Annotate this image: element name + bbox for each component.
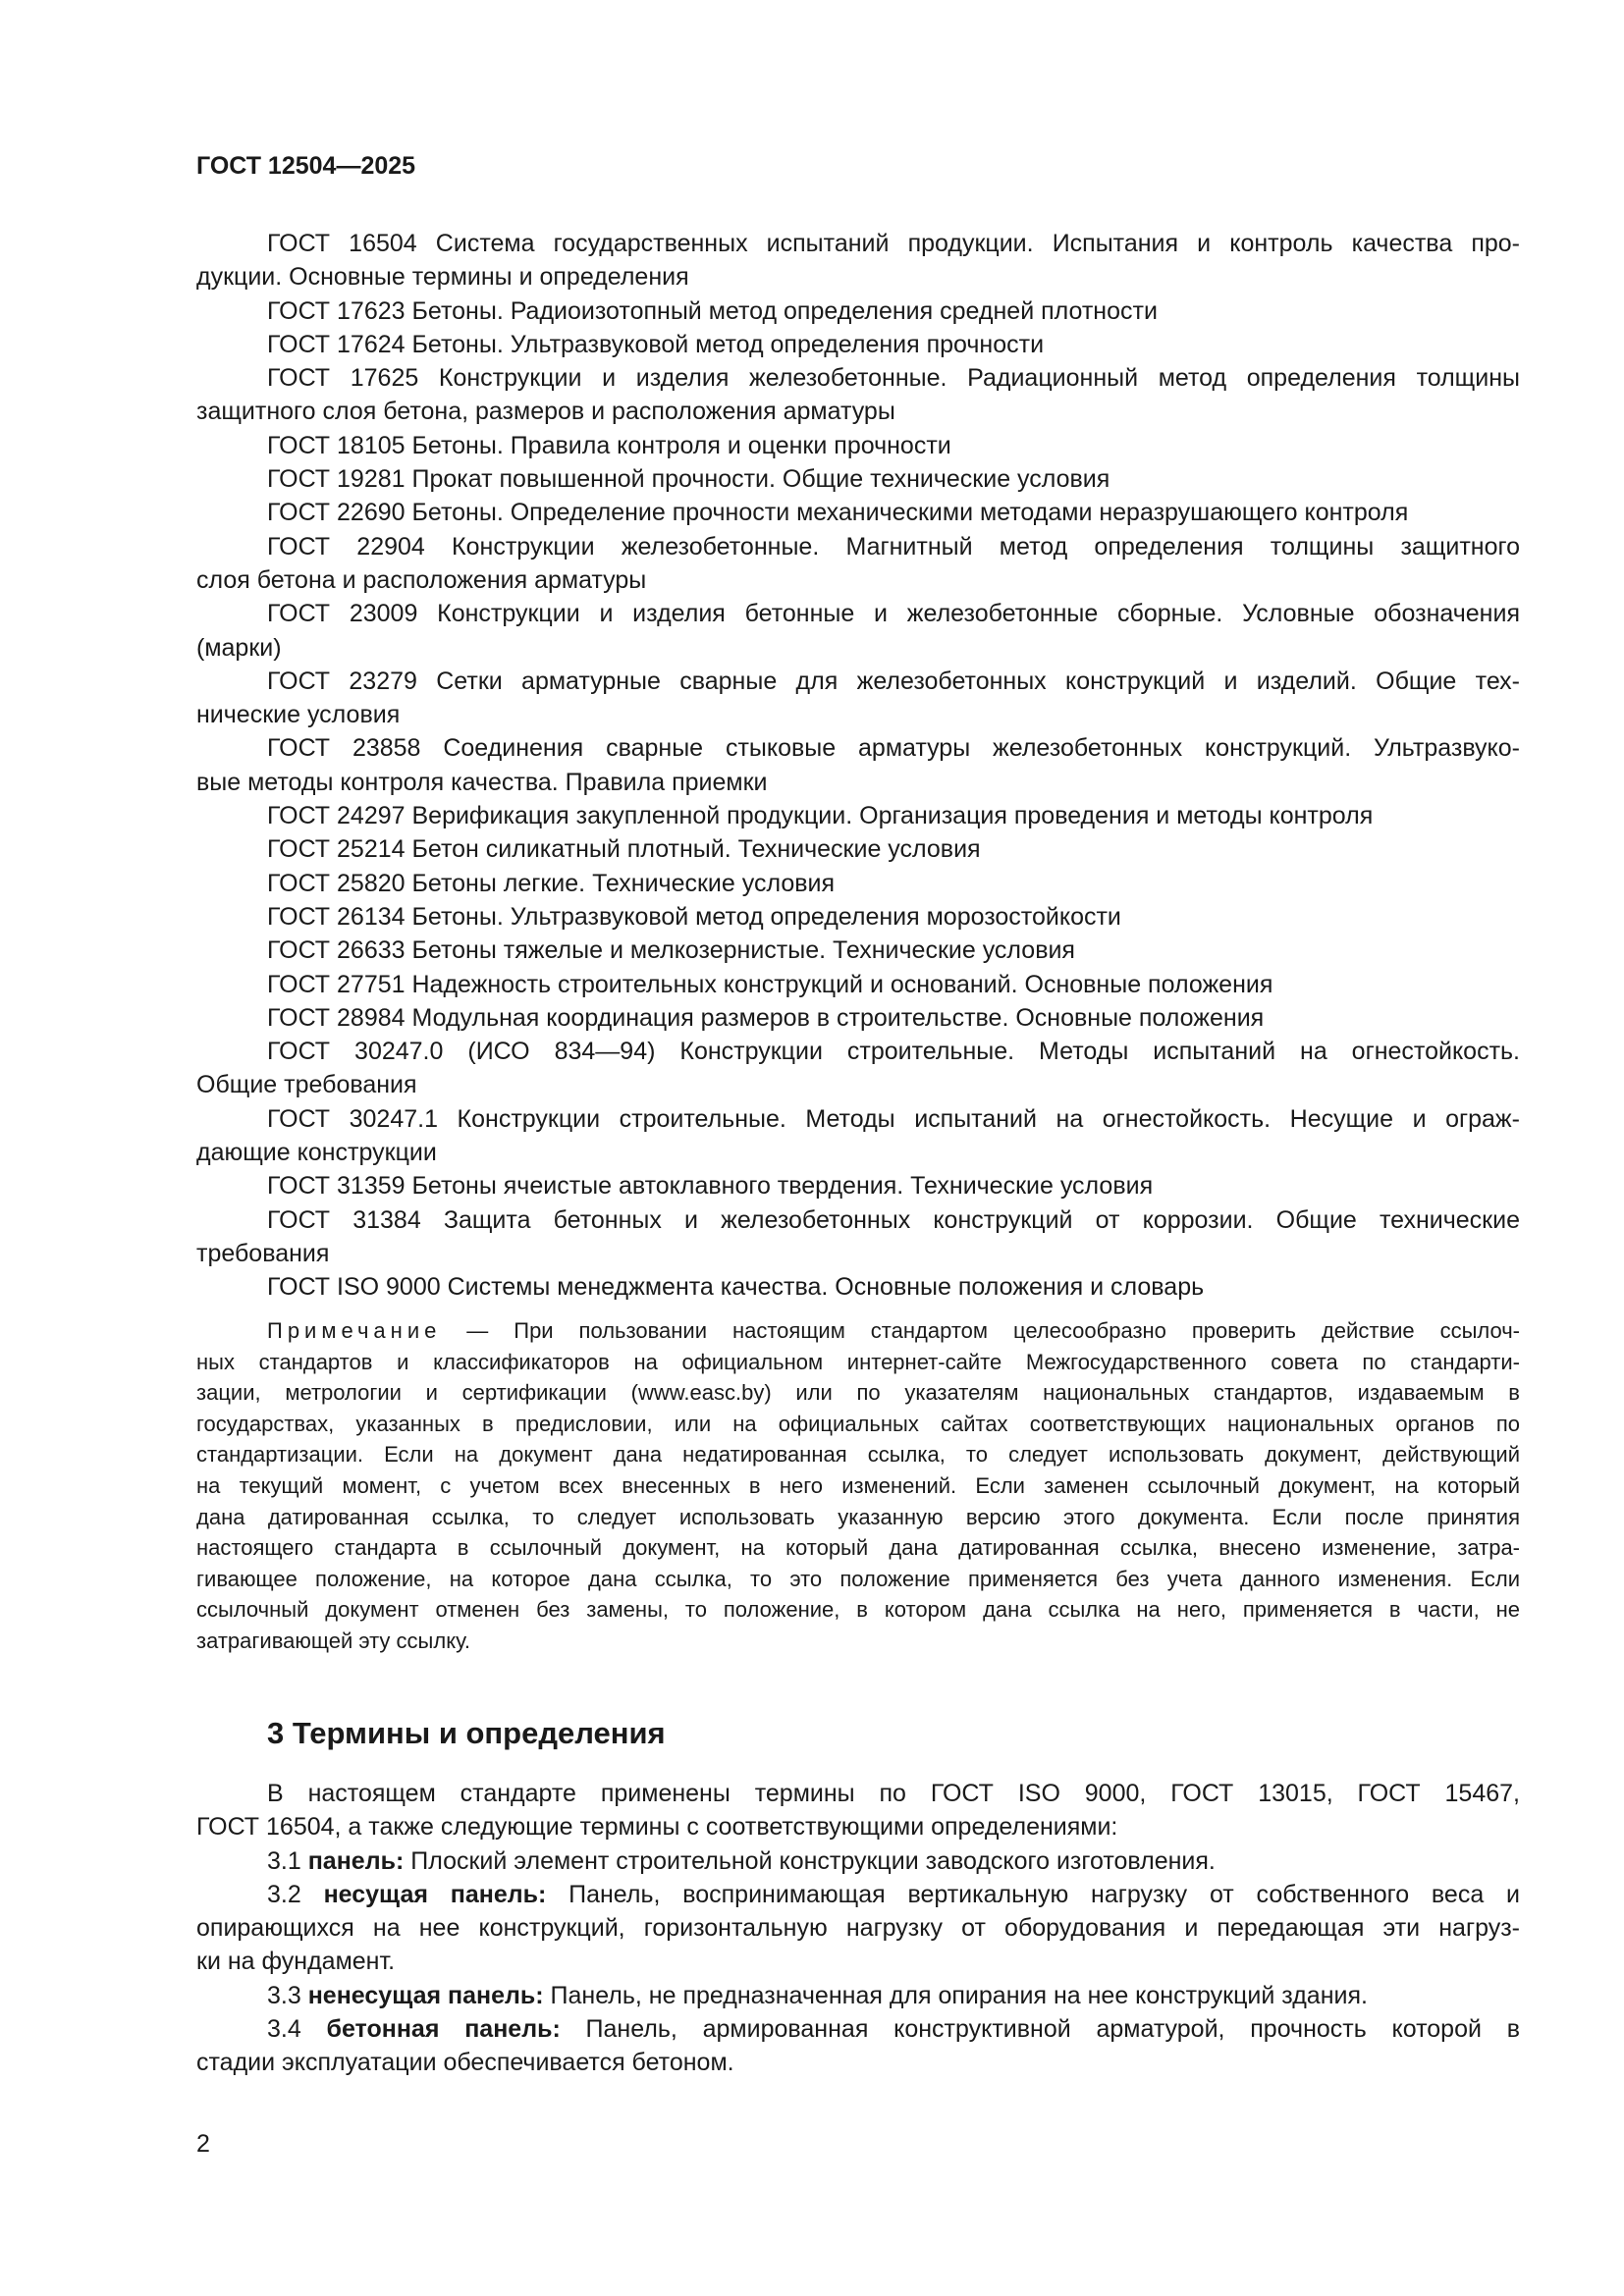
reference-item: [196, 968, 1520, 1001]
term-line: [196, 1979, 1520, 2012]
reference-item: [196, 1035, 1520, 1102]
note-line: ссылочный документ отменен без замены, то положение, в котором дана ссылка на него, применяется в части, не: [196, 1597, 1520, 1623]
reference-item: [196, 496, 1520, 529]
reference-line: ГОСТ 30247.0 (ИСО 834—94) Конструкции строительные. Методы испытаний на огнестойкость.: [267, 1038, 1520, 1066]
reference-line: ГОСТ 28984 Модульная координация размеров в строительстве. Основные положения: [267, 1003, 1265, 1032]
term-number: 3.4: [267, 2015, 327, 2044]
reference-item: [196, 900, 1520, 934]
reference-line: ГОСТ 27751 Надежность строительных конструкций и оснований. Основные положения: [267, 970, 1273, 998]
normative-references-list: [196, 227, 1520, 1305]
reference-line: защитного слоя бетона, размеров и расположения арматуры: [196, 398, 895, 426]
term-definition: [196, 1844, 1520, 1878]
note-line: гивающее положение, на которое дана ссылка, то это положение применяется без учета данного изменения. Если: [196, 1566, 1520, 1591]
reference-line: ГОСТ 18105 Бетоны. Правила контроля и оценки прочности: [267, 431, 951, 459]
term-text: Панель, воспринимающая вертикальную нагрузку от собственного веса и: [546, 1880, 1520, 1908]
reference-line: ГОСТ 17624 Бетоны. Ультразвуковой метод определения прочности: [267, 330, 1045, 358]
reference-line: (марки): [196, 633, 282, 662]
term-name: несущая панель:: [323, 1880, 547, 1908]
reference-line: Общие требования: [196, 1071, 417, 1099]
intro-paragraph: [196, 1777, 1520, 1844]
reference-line: ГОСТ 26134 Бетоны. Ультразвуковой метод определения морозостойкости: [267, 902, 1121, 931]
reference-item: [196, 934, 1520, 967]
term-line: опирающихся на нее конструкций, горизонтальную нагрузку от оборудования и передающая эти нагруз-: [196, 1914, 1520, 1943]
intro-line: В настоящем стандарте применены термины по ГОСТ ISO 9000, ГОСТ 13015, ГОСТ 15467,: [267, 1780, 1520, 1807]
reference-item: [196, 227, 1520, 294]
reference-line: ГОСТ 31359 Бетоны ячеистые автоклавного твердения. Технические условия: [267, 1172, 1154, 1201]
reference-item: [196, 1169, 1520, 1202]
note-line: затрагивающей эту ссылку.: [196, 1628, 470, 1653]
term-name: панель:: [307, 1846, 405, 1875]
reference-line: ГОСТ 25214 Бетон силикатный плотный. Технические условия: [267, 835, 981, 864]
reference-item: [196, 731, 1520, 799]
reference-item: [196, 799, 1520, 832]
term-number: 3.1: [267, 1846, 308, 1875]
term-line: [196, 1844, 1520, 1878]
reference-item: [196, 1102, 1520, 1170]
reference-line: ГОСТ 26633 Бетоны тяжелые и мелкозернистые. Технические условия: [267, 936, 1075, 965]
note-line: стандартизации. Если на документ дана недатированная ссылка, то следует использовать документ, действующий: [196, 1442, 1520, 1468]
reference-line: ГОСТ 30247.1 Конструкции строительные. Методы испытаний на огнестойкость. Несущие и ограж-: [267, 1104, 1520, 1133]
reference-item: [196, 1001, 1520, 1035]
reference-line: ГОСТ 23279 Сетки арматурные сварные для железобетонных конструкций и изделий. Общие тех-: [267, 667, 1520, 695]
reference-item: [196, 530, 1520, 598]
reference-line: дукции. Основные термины и определения: [196, 263, 689, 292]
reference-item: [196, 1203, 1520, 1271]
term-definition: [196, 1979, 1520, 2012]
reference-item: [196, 1270, 1520, 1304]
term-name: ненесущая панель:: [307, 1981, 544, 2009]
reference-line: ГОСТ 17623 Бетоны. Радиоизотопный метод определения средней плотности: [267, 296, 1158, 325]
reference-item: [196, 832, 1520, 866]
reference-line: нические условия: [196, 701, 401, 729]
term-definition: [196, 1878, 1520, 1979]
reference-item: [196, 665, 1520, 732]
reference-item: [196, 462, 1520, 496]
note-line: зации, метрологии и сертификации (www.easc.by) или по указателям национальных стандартов, издаваемым в: [196, 1380, 1520, 1406]
term-line: стадии эксплуатации обеспечивается бетоном.: [196, 2049, 734, 2077]
term-number: 3.2: [267, 1880, 324, 1908]
note-line: настоящего стандарта в ссылочный документ, на который дана датированная ссылка, внесено изменение, затра-: [196, 1535, 1520, 1561]
term-number: 3.3: [267, 1981, 308, 2009]
reference-item: [196, 597, 1520, 665]
section-terms-body: [196, 1777, 1520, 2080]
term-name: бетонная панель:: [326, 2015, 561, 2044]
reference-item: [196, 361, 1520, 429]
reference-line: вые методы контроля качества. Правила приемки: [196, 768, 768, 796]
note-line: на текущий момент, с учетом всех внесенных в него изменений. Если заменен ссылочный документ, на который: [196, 1472, 1520, 1498]
document-code-header: ГОСТ 12504—2025: [196, 152, 416, 180]
reference-line: ГОСТ 17625 Конструкции и изделия железобетонные. Радиационный метод определения толщины: [267, 364, 1520, 393]
reference-line: ГОСТ 19281 Прокат повышенной прочности. Общие технические условия: [267, 465, 1110, 494]
note-paragraph: [196, 1315, 1520, 1657]
reference-item: [196, 294, 1520, 328]
reference-line: ГОСТ 25820 Бетоны легкие. Технические условия: [267, 869, 836, 897]
reference-line: ГОСТ 23858 Соединения сварные стыковые арматуры железобетонных конструкций. Ультразвуко-: [267, 734, 1520, 763]
note-label: Примечание: [267, 1318, 442, 1343]
reference-line: дающие конструкции: [196, 1139, 437, 1167]
term-line: [196, 2012, 1520, 2046]
note-line: ных стандартов и классификаторов на официальном интернет-сайте Межгосударственного совета по стандарти-: [196, 1349, 1520, 1374]
reference-line: ГОСТ 22904 Конструкции железобетонные. Магнитный метод определения толщины защитного: [267, 532, 1520, 561]
reference-item: [196, 867, 1520, 900]
reference-line: ГОСТ ISO 9000 Системы менеджмента качества. Основные положения и словарь: [267, 1273, 1205, 1302]
note-text: — При пользовании настоящим стандартом целесообразно проверить действие ссылоч-: [441, 1318, 1520, 1343]
reference-line: ГОСТ 16504 Система государственных испытаний продукции. Испытания и контроль качества про-: [267, 230, 1520, 257]
term-line: ки на фундамент.: [196, 1948, 396, 1976]
intro-line: ГОСТ 16504, а также следующие термины с соответствующими определениями:: [196, 1813, 1118, 1842]
reference-line: ГОСТ 24297 Верификация закупленной продукции. Организация проведения и методы контроля: [267, 802, 1374, 830]
note-first-line: [196, 1315, 1520, 1347]
reference-line: требования: [196, 1239, 330, 1267]
note-line: дана датированная ссылка, то следует использовать указанную версию этого документа. Если после принятия: [196, 1504, 1520, 1529]
term-text: Панель, армированная конструктивной арматурой, прочность которой в: [560, 2015, 1521, 2044]
term-text: Панель, не предназначенная для опирания на нее конструкций здания.: [543, 1981, 1368, 2009]
term-definition: [196, 2012, 1520, 2080]
page-number: 2: [196, 2130, 210, 2158]
term-line: [196, 1878, 1520, 1911]
section-heading: 3 Термины и определения: [267, 1716, 666, 1750]
reference-item: [196, 328, 1520, 361]
reference-line: ГОСТ 22690 Бетоны. Определение прочности механическими методами неразрушающего контроля: [267, 499, 1409, 527]
reference-line: ГОСТ 23009 Конструкции и изделия бетонные и железобетонные сборные. Условные обозначения: [267, 600, 1520, 628]
reference-line: ГОСТ 31384 Защита бетонных и железобетонных конструкций от коррозии. Общие технические: [267, 1205, 1520, 1234]
note-line: государствах, указанных в предисловии, или на официальных сайтах соответствующих национальных органов по: [196, 1411, 1520, 1436]
reference-item: [196, 429, 1520, 462]
term-text: Плоский элемент строительной конструкции заводского изготовления.: [404, 1846, 1216, 1875]
reference-line: слоя бетона и расположения арматуры: [196, 565, 647, 594]
